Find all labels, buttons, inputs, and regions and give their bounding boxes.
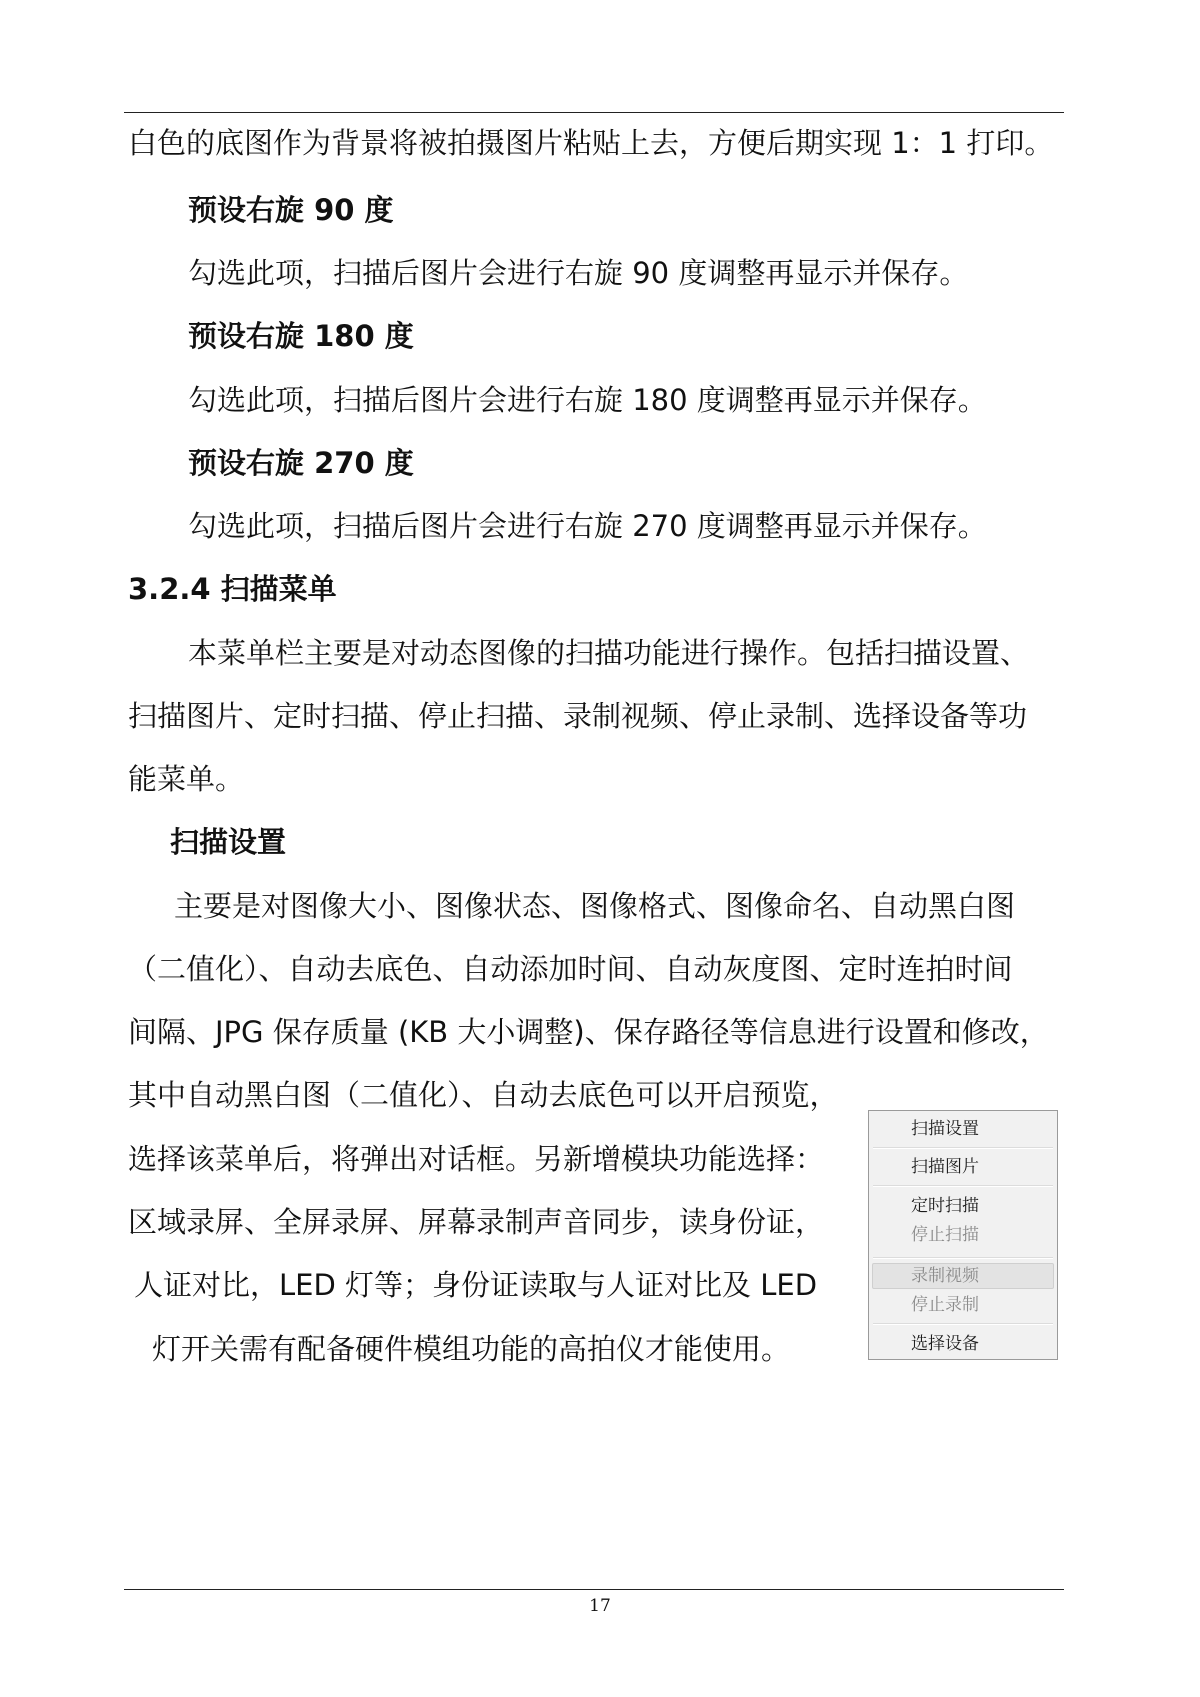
menu-item-record-video: 录制视频 xyxy=(911,1266,979,1286)
menu-separator xyxy=(873,1185,1053,1187)
body-line-6: 区域录屏、全屏录屏、屏幕录制声音同步，读身份证， xyxy=(128,1205,825,1239)
page-number: 17 xyxy=(589,1596,611,1616)
body-line-1: 主要是对图像大小、图像状态、图像格式、图像命名、自动黑白图 xyxy=(174,889,1016,923)
scan-menu-screenshot xyxy=(868,1110,1058,1360)
section-heading: 3.2.4 扫描菜单 xyxy=(128,572,337,606)
header-rule xyxy=(124,112,1064,113)
body-line-3: 间隔、JPG 保存质量 (KB 大小调整)、保存路径等信息进行设置和修改， xyxy=(128,1015,1049,1049)
menu-separator xyxy=(873,1257,1053,1259)
menu-item-stop-recording: 停止录制 xyxy=(911,1295,979,1315)
heading-rotate-180: 预设右旋 180 度 xyxy=(188,319,414,353)
paragraph-rotate-180: 勾选此项，扫描后图片会进行右旋 180 度调整再显示并保存。 xyxy=(188,383,987,417)
body-line-4: 其中自动黑白图（二值化）、自动去底色可以开启预览， xyxy=(128,1078,839,1112)
menu-separator xyxy=(873,1323,1053,1325)
heading-rotate-270: 预设右旋 270 度 xyxy=(188,446,414,480)
menu-item-select-device[interactable]: 选择设备 xyxy=(911,1334,979,1354)
intro-line-3: 能菜单。 xyxy=(128,762,245,796)
menu-item-timed-scan[interactable]: 定时扫描 xyxy=(911,1196,979,1216)
body-line-5: 选择该菜单后，将弹出对话框。另新增模块功能选择： xyxy=(128,1142,825,1176)
heading-rotate-90: 预设右旋 90 度 xyxy=(188,193,394,227)
footer-rule xyxy=(124,1589,1064,1590)
menu-item-scan-image[interactable]: 扫描图片 xyxy=(911,1157,979,1177)
body-line-2: （二值化）、自动去底色、自动添加时间、自动灰度图、定时连拍时间 xyxy=(128,952,1013,986)
paragraph-rotate-90: 勾选此项，扫描后图片会进行右旋 90 度调整再显示并保存。 xyxy=(188,256,969,290)
paragraph-backdrop: 白色的底图作为背景将被拍摄图片粘贴上去，方便后期实现 1：1 打印。 xyxy=(128,126,1054,160)
intro-line-2: 扫描图片、定时扫描、停止扫描、录制视频、停止录制、选择设备等功 xyxy=(128,699,1028,733)
menu-item-scan-settings[interactable]: 扫描设置 xyxy=(911,1119,979,1139)
menu-item-stop-scan: 停止扫描 xyxy=(911,1225,979,1245)
scan-settings-heading: 扫描设置 xyxy=(170,825,287,859)
paragraph-rotate-270: 勾选此项，扫描后图片会进行右旋 270 度调整再显示并保存。 xyxy=(188,509,987,543)
intro-line-1: 本菜单栏主要是对动态图像的扫描功能进行操作。包括扫描设置、 xyxy=(188,636,1030,670)
body-line-8: 灯开关需有配备硬件模组功能的高拍仪才能使用。 xyxy=(152,1332,791,1366)
body-line-7: 人证对比，LED 灯等；身份证读取与人证对比及 LED xyxy=(134,1268,818,1302)
menu-separator xyxy=(873,1147,1053,1149)
